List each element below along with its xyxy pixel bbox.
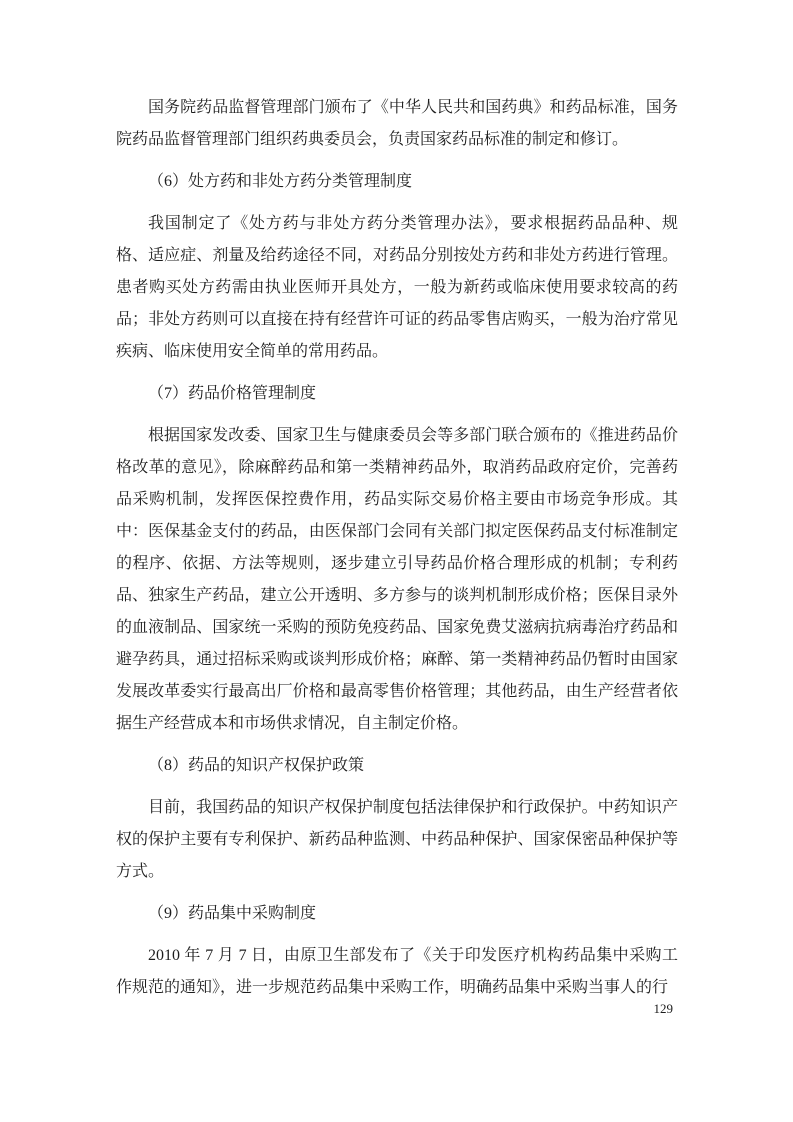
section-heading-7-drug-pricing: （7）药品价格管理制度	[148, 385, 317, 402]
section-heading-8-ip-protection: （8）药品的知识产权保护政策	[148, 757, 365, 774]
page-content	[116, 92, 678, 1004]
section-heading-6-rx-otc-classification: （6）处方药和非处方药分类管理制度	[148, 173, 413, 190]
section-heading-9-centralized-procurement: （9）药品集中采购制度	[148, 905, 317, 922]
body-paragraph-rx-otc-classification: 我国制定了《处方药与非处方药分类管理办法》，要求根据药品品种、规格、适应症、剂量及给药途径不同，对药品分别按处方药和非处方药进行管理。患者购买处方药需由执业医师开具处方，一般为新药或临床使用要求较高的药品；非处方药则可以直接在持有经营许可证的药品零售店购买，一般为治疗常见疾病、临床使用安全简单的常用药品。	[116, 215, 678, 360]
body-paragraph-drug-pricing: 根据国家发改委、国家卫生与健康委员会等多部门联合颁布的《推进药品价格改革的意见》，除麻醉药品和第一类精神药品外，取消药品政府定价，完善药品采购机制，发挥医保控费作用，药品实际交易价格主要由市场竞争形成。其中：医保基金支付的药品，由医保部门会同有关部门拟定医保药品支付标准制定的程序、依据、方法等规则，逐步建立引导药品价格合理形成的机制；专利药品、独家生产药品，建立公开透明、多方参与的谈判机制形成价格；医保目录外的血液制品、国家统一采购的预防免疫药品、国家免费艾滋病抗病毒治疗药品和避孕药具，通过招标采购或谈判形成价格；麻醉、第一类精神药品仍暂时由国家发展改革委实行最高出厂价格和最高零售价格管理；其他药品，由生产经营者依据生产经营成本和市场供求情况，自主制定价格。	[116, 427, 678, 732]
body-paragraph-ip-protection: 目前，我国药品的知识产权保护制度包括法律保护和行政保护。中药知识产权的保护主要有专利保护、新药品种监测、中药品种保护、国家保密品种保护等方式。	[116, 799, 678, 880]
page-number: 129	[653, 1001, 673, 1016]
body-paragraph-pharmacopoeia: 国务院药品监督管理部门颁布了《中华人民共和国药典》和药品标准，国务院药品监督管理部门组织药典委员会，负责国家药品标准的制定和修订。	[116, 99, 678, 148]
body-paragraph-centralized-procurement: 2010 年 7 月 7 日，由原卫生部发布了《关于印发医疗机构药品集中采购工作规范的通知》，进一步规范药品集中采购工作，明确药品集中采购当事人的行	[116, 947, 678, 996]
